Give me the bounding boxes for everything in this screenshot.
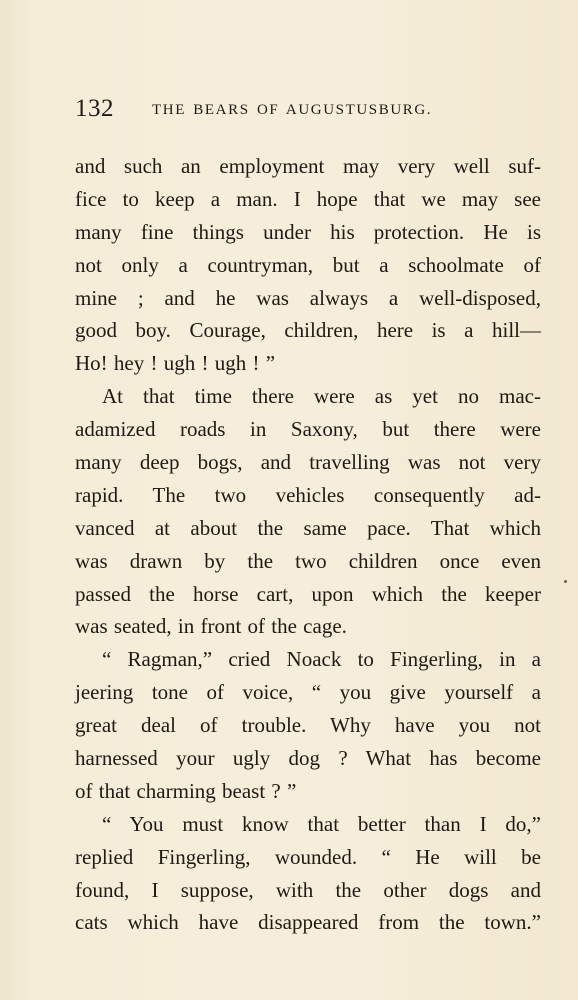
ink-speck	[564, 580, 567, 583]
text-line: good boy. Courage, children, here is a hill—	[75, 318, 541, 343]
text-line: jeering tone of voice, “ you give yourself a	[75, 680, 541, 705]
text-line: vanced at about the same pace. That which	[75, 515, 541, 540]
text-line: many fine things under his protection. He is	[75, 219, 541, 244]
text-line: and such an employment may very well suf-	[75, 154, 541, 178]
body-text	[75, 150, 541, 939]
text-line: At that time there were as yet no mac-	[102, 384, 541, 409]
text-line: mine ; and he was always a well-disposed,	[75, 285, 541, 310]
text-line: adamized roads in Saxony, but there were	[75, 417, 541, 442]
text-line: many deep bogs, and travelling was not very	[75, 450, 541, 475]
text-line: “ Ragman,” cried Noack to Fingerling, in a	[102, 647, 541, 672]
page-header	[75, 94, 545, 130]
text-line: replied Fingerling, wounded. “ He will be	[75, 844, 541, 869]
text-line: Ho! hey ! ugh ! ugh ! ”	[75, 351, 276, 376]
text-line: harnessed your ugly dog ? What has become	[75, 746, 541, 771]
text-line: “ You must know that better than I do,”	[102, 811, 541, 836]
text-line: not only a countryman, but a schoolmate of	[75, 252, 541, 277]
page-number: 132	[75, 95, 114, 122]
text-line: cats which have disappeared from the town.”	[75, 910, 541, 935]
text-line: great deal of trouble. Why have you not	[75, 713, 541, 738]
text-line: was seated, in front of the cage.	[75, 614, 347, 639]
text-line: was drawn by the two children once even	[75, 548, 541, 573]
running-head: THE BEARS OF AUGUSTUSBURG.	[152, 102, 433, 118]
text-line: passed the horse cart, upon which the keeper	[75, 581, 541, 606]
text-line: of that charming beast ? ”	[75, 778, 297, 803]
text-line: found, I suppose, with the other dogs and	[75, 877, 541, 902]
text-line: rapid. The two vehicles consequently ad-	[75, 482, 541, 507]
text-line: fice to keep a man. I hope that we may see	[75, 186, 541, 211]
